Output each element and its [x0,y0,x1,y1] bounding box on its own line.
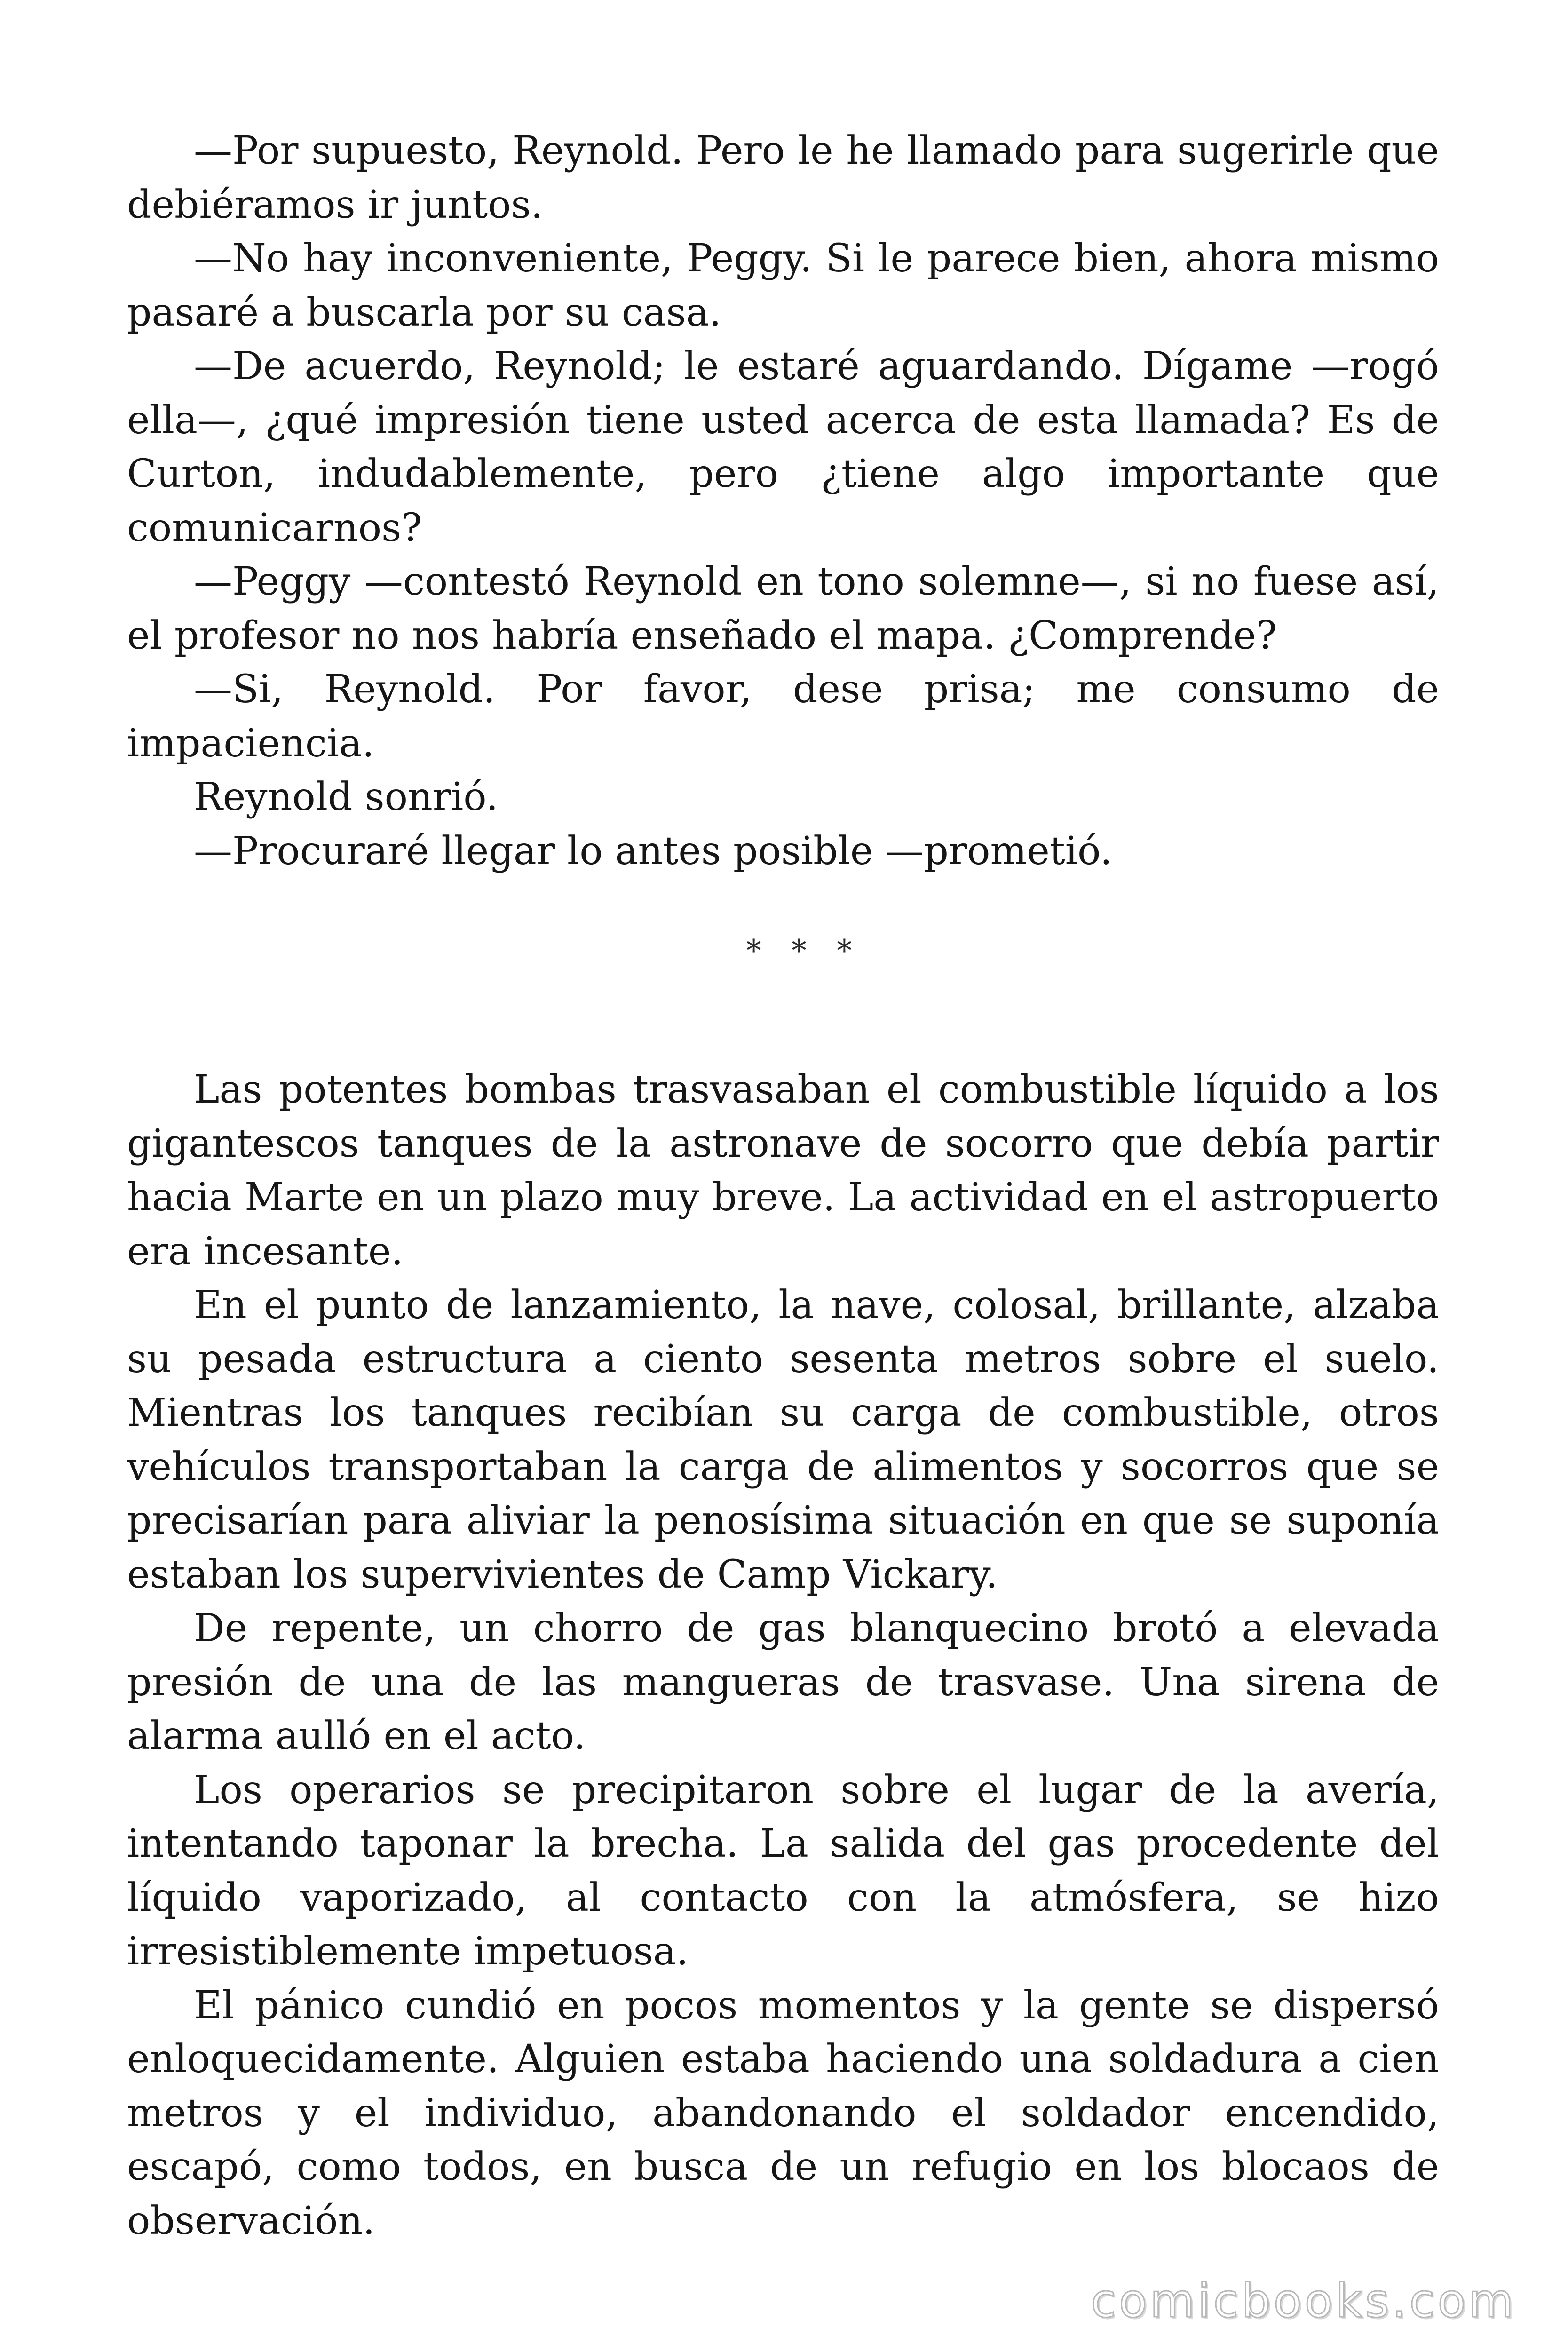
paragraph: Reynold sonrió. [194,775,499,819]
paragraph: Las potentes bombas trasvasaban el combustible líquido a los gigantescos tanques de la astronave de socorro que debía partir hacia Marte en un plazo muy breve. La actividad en el astropuerto era incesante. [127,1067,1439,1274]
section-separator: * * * [746,934,863,969]
text-section-dialogue [127,124,1439,878]
paragraph: Los operarios se precipitaron sobre el lugar de la avería, intentando taponar la brecha. La salida del gas procedente del líquido vaporizado, al contacto con la atmósfera, se hizo irresistiblemente impetuosa. [127,1767,1439,1974]
text-section-narrative [127,1063,1439,2248]
watermark: comicbooks.com [1091,2274,1516,2328]
paragraph: —De acuerdo, Reynold; le estaré aguardando. Dígame —rogó ella—, ¿qué impresión tiene usted acerca de esta llamada? Es de Curton, indudablemente, pero ¿tiene algo importante que comunicarnos? [127,344,1439,550]
paragraph: De repente, un chorro de gas blanquecino brotó a elevada presión de una de las mangueras de trasvase. Una sirena de alarma aulló en el acto. [127,1606,1439,1758]
paragraph: —Por supuesto, Reynold. Pero le he llamado para sugerirle que debiéramos ir juntos. [127,128,1439,227]
paragraph: —Peggy —contestó Reynold en tono solemne—, si no fuese así, el profesor no nos habría enseñado el mapa. ¿Comprende? [127,559,1439,658]
paragraph: —No hay inconveniente, Peggy. Si le parece bien, ahora mismo pasaré a buscarla por su casa. [127,236,1439,335]
paragraph: —Si, Reynold. Por favor, dese prisa; me consumo de impaciencia. [127,667,1439,766]
paragraph: —Procuraré llegar lo antes posible —prometió. [194,828,1112,874]
paragraph: En el punto de lanzamiento, la nave, colosal, brillante, alzaba su pesada estructura a ciento sesenta metros sobre el suelo. Mientras los tanques recibían su carga de combustible, otros vehículos transportaban la carga de alimentos y socorros que se precisarían para aliviar la penosísima situación en que se suponía estaban los supervivientes de Camp Vickary. [127,1283,1439,1597]
paragraph: El pánico cundió en pocos momentos y la gente se dispersó enloquecidamente. Alguien estaba haciendo una soldadura a cien metros y el individuo, abandonando el soldador encendido, escapó, como todos, en busca de un refugio en los blocaos de observación. [127,1983,1439,2243]
